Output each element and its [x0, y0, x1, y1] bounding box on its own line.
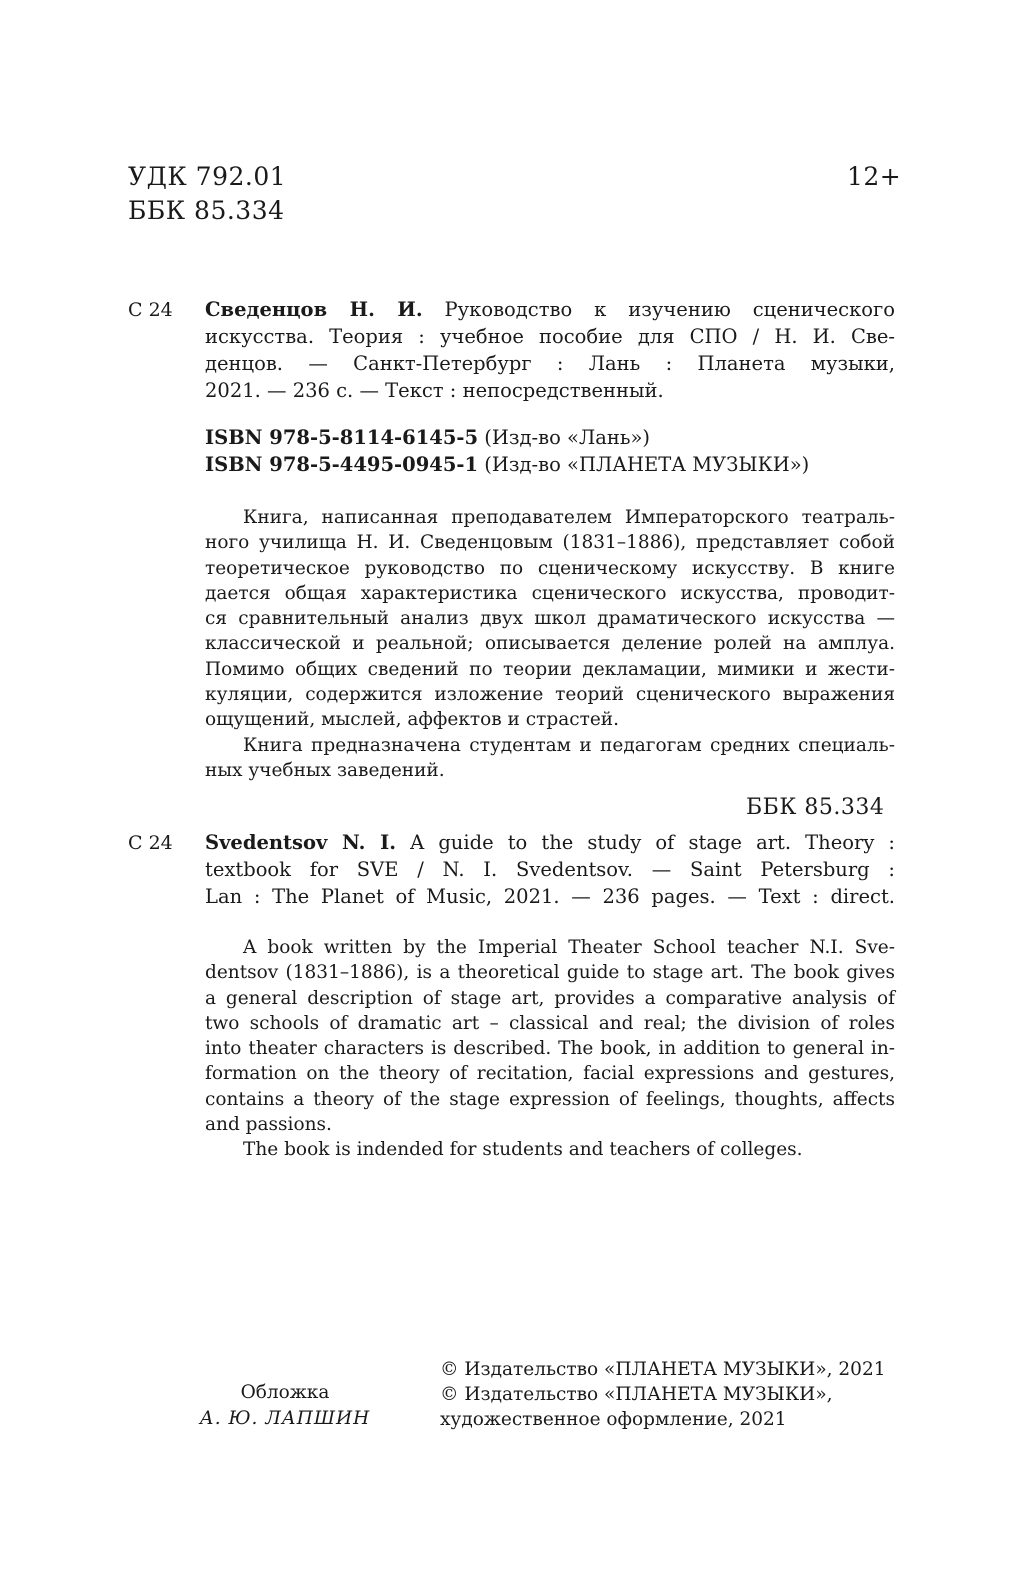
entry-line [205, 296, 895, 323]
cover-designer: А. Ю. ЛАПШИН [199, 1408, 371, 1429]
copyright-line: © Издательство «ПЛАНЕТА МУЗЫКИ», 2021 [440, 1359, 886, 1380]
bbk-code-right: ББК 85.334 [746, 795, 885, 820]
udc-code: УДК 792.01 [128, 162, 287, 191]
isbn-number: ISBN 978-5-4495-0945-1 [205, 453, 479, 476]
abstract-line: дается общая характеристика сценического искусства, проводит- [205, 582, 895, 604]
entry-text: Руководство к изучению сценического [422, 298, 895, 321]
isbn-line [205, 451, 809, 478]
age-rating: 12+ [847, 162, 902, 191]
copyright-line: художественное оформление, 2021 [440, 1409, 787, 1430]
abstract-line: and passions. [205, 1114, 332, 1136]
abstract-line: formation on the theory of recitation, facial expressions and gestures, [205, 1063, 895, 1085]
entry-line [205, 829, 895, 856]
cover-label: Обложка [240, 1382, 330, 1403]
abstract-en [205, 935, 895, 1163]
copyright-block [440, 1357, 885, 1432]
isbn-block [205, 424, 809, 478]
entry-line: 2021. — 236 с. — Текст : непосредственный. [205, 379, 664, 402]
abstract-line: contains a theory of the stage expression of feelings, thoughts, affects [205, 1088, 895, 1110]
abstract-line: Книга, написанная преподавателем Императорского театраль- [243, 507, 895, 528]
abstract-line: ся сравнительный анализ двух школ драматического искусства — [205, 608, 895, 630]
bbk-code: ББК 85.334 [128, 196, 285, 225]
copyright-line: © Издательство «ПЛАНЕТА МУЗЫКИ», [440, 1384, 833, 1405]
abstract-line: ных учебных заведений. [205, 759, 445, 781]
abstract-line: ощущений, мыслей, аффектов и страстей. [205, 709, 619, 731]
abstract-ru [205, 505, 895, 783]
entry-line: textbook for SVE / N. I. Svedentsov. — Saint Petersburg : [205, 858, 895, 881]
author-name: Svedentsov N. I. [205, 831, 397, 854]
author-name: Сведенцов Н. И. [205, 298, 423, 321]
abstract-line: Книга предназначена студентам и педагогам средних специаль- [243, 734, 895, 756]
author-mark-en: С 24 [128, 832, 173, 854]
abstract-line: классической и реальной; описывается деление ролей на амплуа. [205, 633, 895, 655]
isbn-publisher: (Изд-во «Лань») [478, 426, 651, 449]
entry-text: A guide to the study of stage art. Theory : [396, 831, 896, 854]
isbn-line [205, 424, 809, 451]
abstract-line: теоретическое руководство по сценическому искусству. В книге [205, 557, 895, 579]
entry-line: искусства. Теория : учебное пособие для СПО / Н. И. Све- [205, 325, 895, 348]
abstract-line: The book is indended for students and teachers of colleges. [243, 1139, 803, 1161]
abstract-line: a general description of stage art, provides a comparative analysis of [205, 987, 895, 1009]
abstract-line: A book written by the Imperial Theater School teacher N.I. Sve- [243, 937, 895, 958]
cover-credit [185, 1380, 385, 1432]
isbn-number: ISBN 978-5-8114-6145-5 [205, 426, 479, 449]
abstract-line: ного училища Н. И. Сведенцовым (1831–1886), представляет собой [205, 532, 895, 554]
bibliographic-entry-ru [205, 296, 895, 404]
abstract-line: Помимо общих сведений по теории декламации, мимики и жести- [205, 658, 895, 680]
bibliographic-entry-en [205, 829, 895, 910]
abstract-line: куляции, содержится изложение теорий сценического выражения [205, 684, 895, 706]
author-mark-ru: С 24 [128, 299, 173, 321]
abstract-line: dentsov (1831–1886), is a theoretical guide to stage art. The book gives [205, 962, 895, 984]
abstract-line: two schools of dramatic art – classical and real; the division of roles [205, 1012, 895, 1034]
abstract-line: into theater characters is described. The book, in addition to general in- [205, 1038, 895, 1060]
entry-line: Lan : The Planet of Music, 2021. — 236 pages. — Text : direct. [205, 885, 895, 908]
isbn-publisher: (Изд-во «ПЛАНЕТА МУЗЫКИ») [478, 453, 810, 476]
entry-line: денцов. — Санкт-Петербург : Лань : Планета музыки, [205, 352, 895, 375]
